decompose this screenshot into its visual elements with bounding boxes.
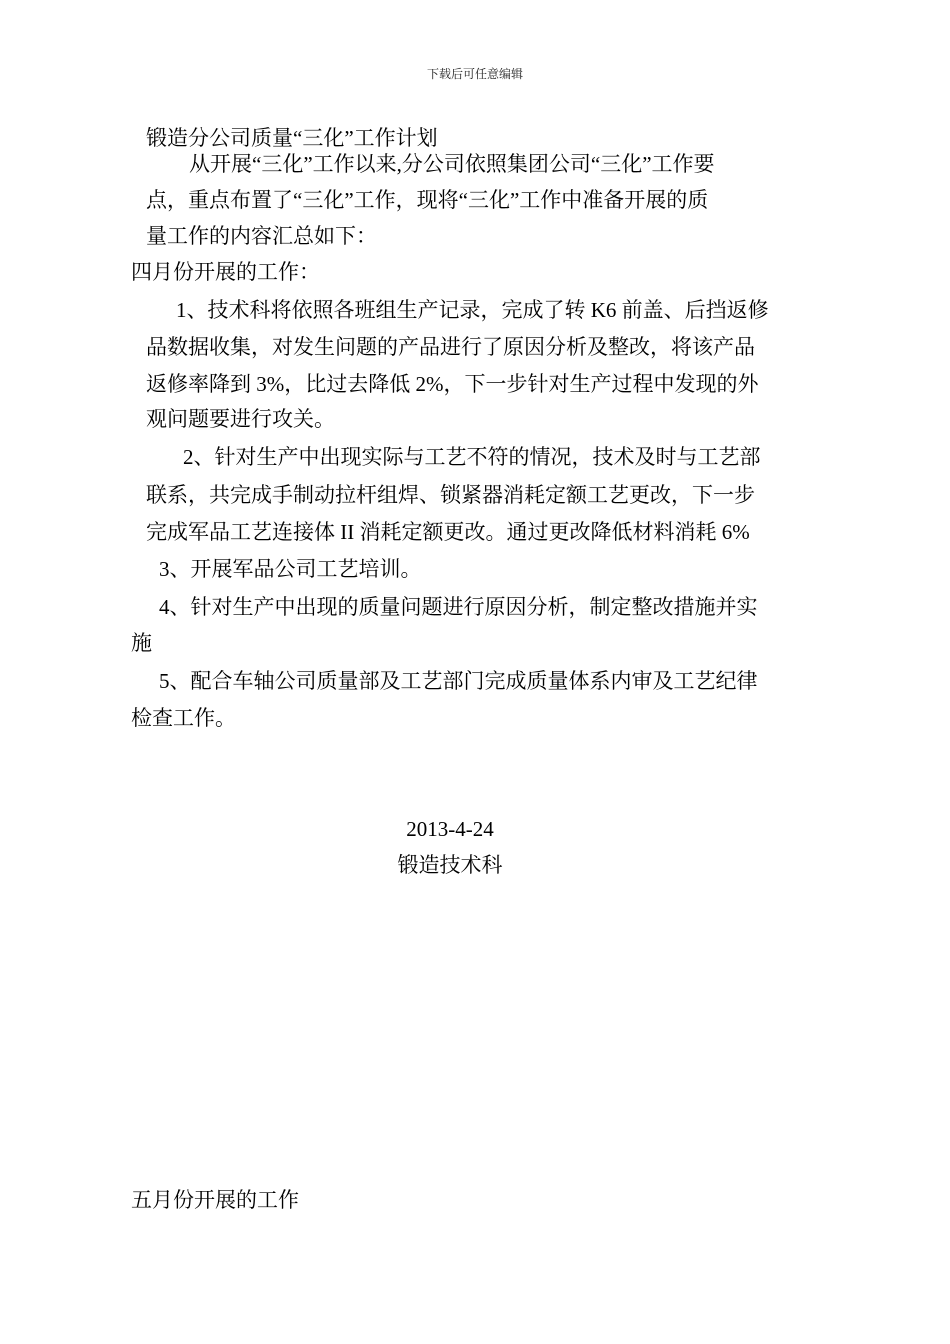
- item1-line-2: 品数据收集，对发生问题的产品进行了原因分析及整改，将该产品: [146, 335, 755, 359]
- item5-line-2: 检查工作。: [131, 706, 236, 730]
- item4-line-2: 施: [131, 631, 152, 655]
- april-heading: 四月份开展的工作：: [131, 260, 320, 284]
- item1-line-3: 返修率降到 3%，比过去降低 2%，下一步针对生产过程中发现的外: [146, 372, 759, 396]
- intro-line-3: 量工作的内容汇总如下：: [146, 224, 377, 248]
- document-title: 锻造分公司质量“三化”工作计划: [146, 126, 438, 150]
- item1-line-1: 1、技术科将依照各班组生产记录，完成了转 K6 前盖、后挡返修: [176, 298, 769, 322]
- item2-line-1: 2、针对生产中出现实际与工艺不符的情况，技术及时与工艺部: [183, 445, 761, 469]
- intro-line-1: 从开展“三化”工作以来,分公司依照集团公司“三化”工作要: [189, 152, 715, 176]
- document-date: 2013-4-24: [406, 817, 494, 841]
- page-header: 下载后可任意编辑: [426, 67, 523, 81]
- intro-line-2: 点，重点布置了“三化”工作，现将“三化”工作中准备开展的质: [146, 188, 709, 212]
- department-signature: 锻造技术科: [397, 853, 503, 877]
- item1-line-4: 观问题要进行攻关。: [146, 407, 335, 431]
- item2-line-2: 联系，共完成手制动拉杆组焊、锁紧器消耗定额工艺更改，下一步: [146, 483, 755, 507]
- item5-line-1: 5、配合车轴公司质量部及工艺部门完成质量体系内审及工艺纪律: [159, 669, 758, 693]
- item4-line-1: 4、针对生产中出现的质量问题进行原因分析，制定整改措施并实: [159, 595, 758, 619]
- item2-line-3: 完成军品工艺连接体 II 消耗定额更改。通过更改降低材料消耗 6%: [146, 520, 750, 544]
- item3: 3、开展军品公司工艺培训。: [159, 557, 422, 581]
- may-heading: 五月份开展的工作: [131, 1188, 299, 1212]
